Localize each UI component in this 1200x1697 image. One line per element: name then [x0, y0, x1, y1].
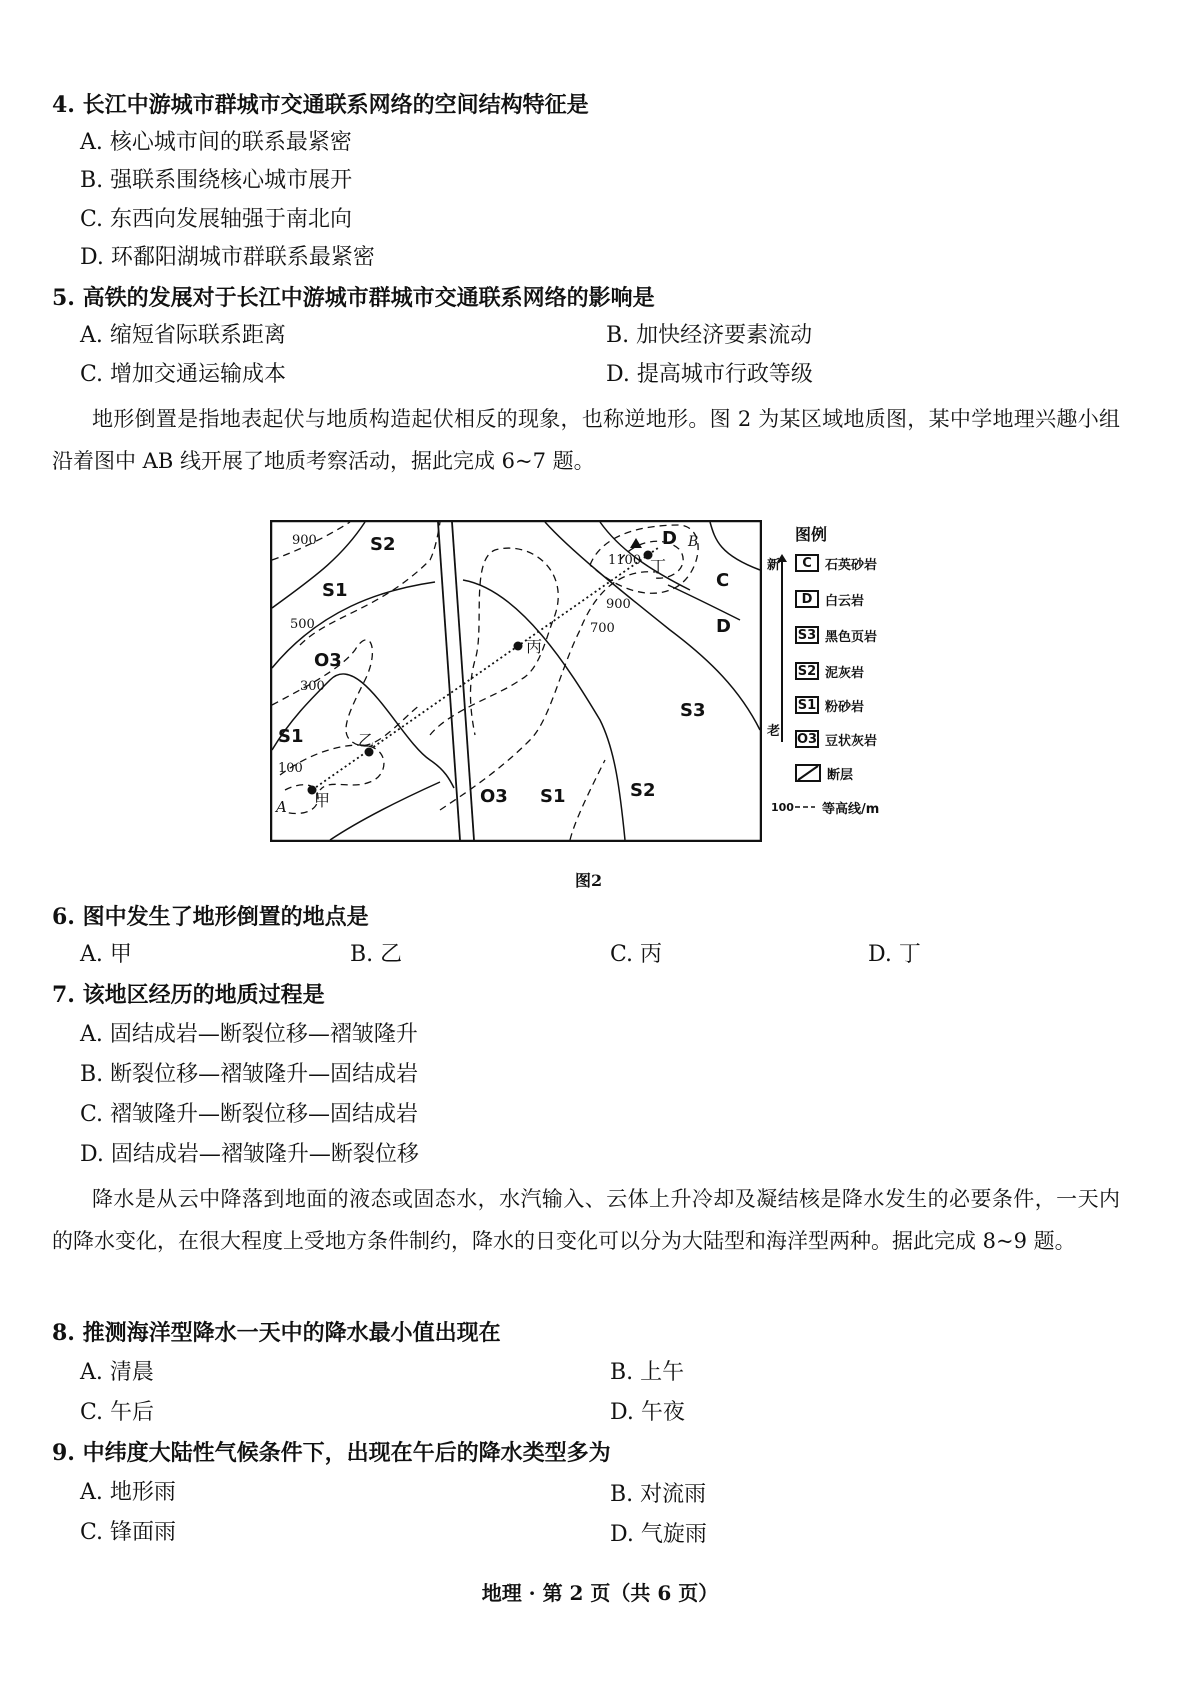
label-c-right: C: [716, 570, 730, 591]
q9-stem: 9. 中纬度大陆性气候条件下，出现在午后的降水类型多为: [52, 1440, 611, 1466]
q7-stem: 7. 该地区经历的地质过程是: [52, 982, 325, 1008]
q5-option-b: B. 加快经济要素流动: [606, 323, 813, 348]
q8-stem: 8. 推测海洋型降水一天中的降水最小值出现在: [52, 1320, 501, 1346]
q6-option-a: A. 甲: [80, 942, 132, 967]
legend-item-fault: [795, 762, 853, 784]
label-contour-500: 500: [290, 617, 315, 632]
geological-map: [270, 520, 762, 842]
legend-name: 白云岩: [825, 593, 865, 609]
legend-fault-label: 断层: [827, 767, 854, 783]
q5-option-d: D. 提高城市行政等级: [606, 362, 813, 387]
label-s1-upper: S1: [322, 580, 348, 601]
legend-name: 粉砂岩: [825, 699, 865, 715]
legend-code: S1: [795, 696, 819, 714]
label-contour-300: 300: [300, 679, 325, 694]
q9-option-b: B. 对流雨: [610, 1482, 707, 1507]
q8-option-a: A. 清晨: [80, 1360, 154, 1385]
q6-stem: 6. 图中发生了地形倒置的地点是: [52, 904, 369, 930]
q9-option-d: D. 气旋雨: [610, 1522, 707, 1547]
q5-stem: 5. 高铁的发展对于长江中游城市群城市交通联系网络的影响是: [52, 285, 655, 311]
legend-title: 图例: [795, 525, 828, 544]
q6-option-b: B. 乙: [350, 942, 403, 967]
q7-option-a: A. 固结成岩—断裂位移—褶皱隆升: [80, 1022, 418, 1047]
q4-option-c: C. 东西向发展轴强于南北向: [80, 207, 353, 232]
legend-item-d: [795, 588, 864, 610]
legend-name: 泥灰岩: [825, 665, 865, 681]
legend-code: O3: [796, 731, 818, 747]
legend-name: 豆状灰岩: [825, 733, 878, 749]
label-o3-bottom: O3: [480, 786, 508, 807]
map-frame: [271, 521, 761, 841]
q7-option-c: C. 褶皱隆升—断裂位移—固结成岩: [80, 1102, 419, 1127]
label-contour-100: 100: [278, 761, 303, 776]
legend-code: S3: [795, 626, 819, 644]
label-d-right: D: [716, 616, 731, 637]
label-point-a: A: [276, 798, 287, 816]
label-s2-bottom: S2: [630, 780, 656, 801]
label-bing: 丙: [526, 637, 543, 656]
q9-option-c: C. 锋面雨: [80, 1520, 177, 1545]
q7-option-b: B. 断裂位移—褶皱隆升—固结成岩: [80, 1062, 419, 1087]
q8-option-c: C. 午后: [80, 1400, 155, 1425]
q4-option-d: D. 环鄱阳湖城市群联系最紧密: [80, 245, 375, 270]
legend-code: D: [795, 590, 819, 608]
map-legend: [767, 522, 925, 844]
legend-item-s3: [795, 624, 877, 646]
q9-option-a: A. 地形雨: [80, 1480, 176, 1505]
legend-contour-label: 等高线/m: [821, 801, 880, 817]
q8-option-d: D. 午夜: [610, 1400, 685, 1425]
legend-name: 石英砂岩: [825, 557, 878, 573]
label-contour-900b: 900: [606, 597, 631, 612]
label-s1-bottom: S1: [540, 786, 566, 807]
age-arrow: [781, 560, 783, 742]
label-s1-lower: S1: [278, 726, 304, 747]
label-jia: 甲: [314, 791, 331, 810]
label-contour-900a: 900: [292, 533, 317, 548]
q4-option-b: B. 强联系围绕核心城市展开: [80, 168, 353, 193]
legend-new-label: 新: [767, 558, 781, 573]
legend-contour-sample: 100: [771, 800, 794, 814]
page-footer: 地理 · 第 2 页（共 6 页）: [481, 1581, 719, 1605]
label-ding: 丁: [650, 557, 667, 576]
legend-old-label: 老: [767, 724, 781, 739]
legend-code: C: [795, 554, 819, 572]
label-point-b: B: [688, 534, 699, 550]
q4-stem: 4. 长江中游城市群城市交通联系网络的空间结构特征是: [52, 92, 589, 118]
passage-precipitation: 降水是从云中降落到地面的液态或固态水，水汽输入、云体上升冷却及凝结核是降水发生的必要条件，一天内的降水变化，在很大程度上受地方条件制约，降水的日变化可以分为大陆型和海洋型两种。据此完成 8~9 题。: [52, 1187, 1120, 1253]
fault-symbol: [795, 764, 821, 782]
q6-option-c: C. 丙: [610, 942, 663, 967]
figure-caption: 图2: [575, 871, 603, 890]
label-yi: 乙: [358, 731, 375, 750]
label-s2-top: S2: [370, 534, 396, 555]
q5-option-a: A. 缩短省际联系距离: [80, 323, 286, 348]
label-contour-1100: 1100: [608, 553, 642, 568]
legend-item-o3: [795, 728, 877, 750]
q5-option-c: C. 增加交通运输成本: [80, 362, 287, 387]
label-s3-right: S3: [680, 700, 706, 721]
q6-option-d: D. 丁: [868, 942, 921, 967]
legend-item-contour: [771, 796, 879, 818]
legend-name: 黑色页岩: [825, 629, 878, 645]
label-d-top: D: [662, 528, 677, 549]
q7-option-d: D. 固结成岩—褶皱隆升—断裂位移: [80, 1142, 419, 1167]
legend-code: S2: [795, 662, 819, 680]
legend-item-s2: [795, 660, 864, 682]
legend-item-s1: [795, 694, 864, 716]
q4-option-a: A. 核心城市间的联系最紧密: [80, 130, 352, 155]
contour-symbol: [794, 803, 816, 811]
q8-option-b: B. 上午: [610, 1360, 685, 1385]
point-bing-dot: [514, 642, 523, 651]
legend-item-c: [795, 552, 877, 574]
label-contour-700: 700: [590, 621, 615, 636]
passage-terrain-inversion: 地形倒置是指地表起伏与地质构造起伏相反的现象，也称逆地形。图 2 为某区域地质图，某中学地理兴趣小组沿着图中 AB 线开展了地质考察活动，据此完成 6~7 题。: [52, 407, 1120, 473]
label-o3-left: O3: [314, 650, 342, 671]
